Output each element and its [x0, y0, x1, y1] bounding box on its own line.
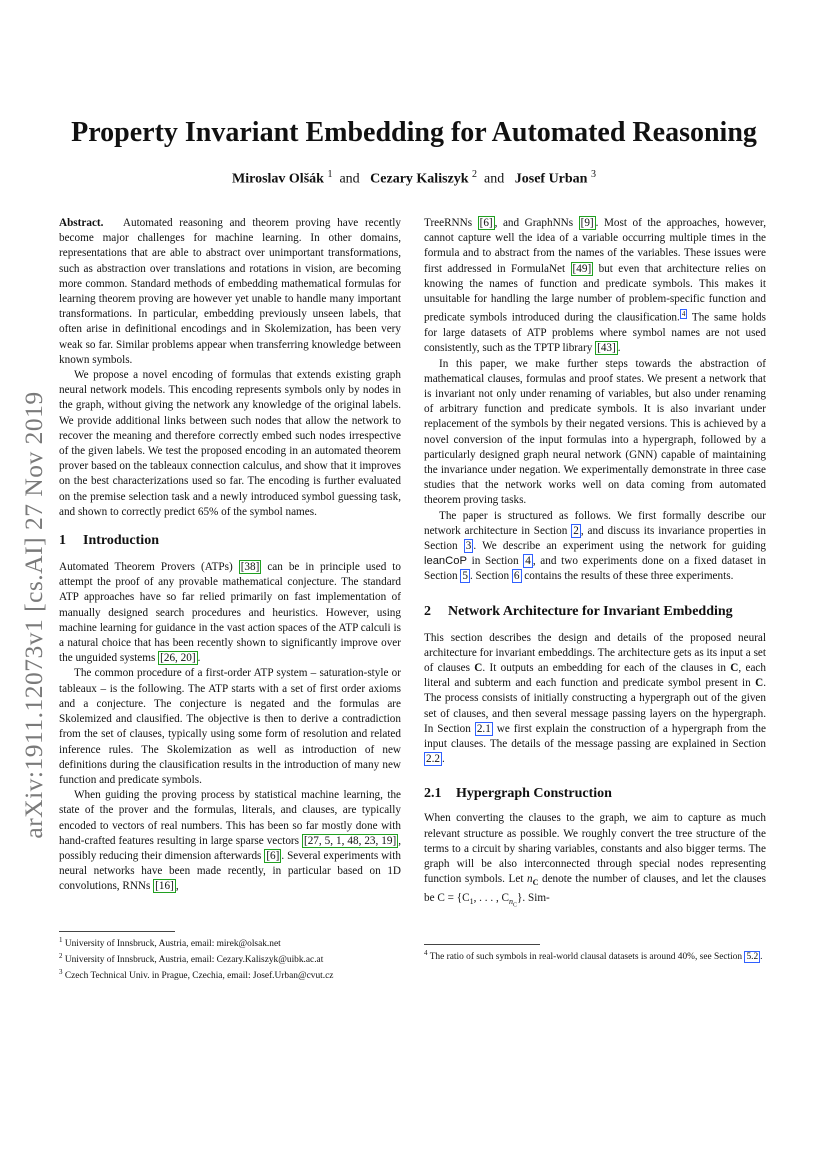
- footnote-text: .: [760, 952, 763, 963]
- intro-paragraph-5: [424, 509, 766, 585]
- text: .: [441, 753, 445, 766]
- text: . The process consists of initially constructing a hypergraph out of the given set of clauses, and then several message passing layers on the hypergraph. In Section: [424, 677, 766, 735]
- text: .: [617, 342, 621, 355]
- text: When guiding the proving process by statistical machine learning, the state of the prover and the formulas, literals, and clauses, are typically encoded to vectors of real numbers. This has been so far mostly done with hand-crafted features resulting in large sparse vectors: [59, 789, 401, 847]
- section-number: 1: [59, 533, 66, 549]
- system-name: leanCoP: [424, 555, 467, 568]
- footnote-mark: 3: [59, 968, 63, 977]
- abstract-label: Abstract.: [59, 217, 104, 229]
- footnote-rule: [424, 944, 540, 945]
- text: we first explain the construction of a hypergraph from the input clauses. The details of the message passing are explained in Section: [424, 722, 766, 751]
- footnote-rule: [59, 931, 175, 932]
- section-title: Introduction: [83, 533, 159, 549]
- text: This section describes the design and details of the proposed neural architecture for invariant embeddings. The architecture gets as its input a set of clauses: [424, 631, 766, 675]
- text: The paper is structured as follows. We first formally describe our network architecture in Section: [424, 509, 766, 537]
- section-title: Network Architecture for Invariant Embedding: [448, 603, 733, 619]
- text: TreeRNNs: [424, 217, 478, 229]
- subsection-number: 2.1: [424, 786, 442, 802]
- text: The same holds for large datasets of ATP problems where symbol names are not used consistently, such as the TPTP library: [424, 311, 766, 355]
- subsection-title: Hypergraph Construction: [456, 786, 612, 802]
- abstract-text: Automated reasoning and theorem proving have recently become major challenges for machine learning. In other domains, representations that are able to abstract over unimportant transformations, such as abstraction over translations and rotations in vision, are becoming more common. Standard methods of embedding mathematical formulas for learning theorem proving are however yet unable to handle many important transformations. In particular, embedding previously unseen labels, that often arise in definitional encodings and in Skolemization, has been very weak so far. Similar problems appear when transferring knowledge between known symbols.: [59, 217, 401, 366]
- arxiv-stamp-text: arXiv:1911.12073v1 [cs.AI] 27 Nov 2019: [19, 391, 48, 839]
- intro-paragraph-continued: [424, 216, 766, 357]
- citation-link[interactable]: [26, 20]: [160, 652, 196, 665]
- text: , and GraphNNs: [494, 217, 579, 229]
- subsection-heading-2-1: [424, 785, 766, 803]
- math-sub: n: [509, 896, 513, 906]
- math-symbol: C: [755, 677, 764, 690]
- author-1: Miroslav Olšák: [232, 171, 324, 187]
- math-subsub: C: [513, 902, 518, 909]
- section-heading-1: [59, 532, 401, 550]
- math-sub: 1: [469, 896, 474, 906]
- right-column: [424, 216, 766, 914]
- abstract-paragraph: [59, 216, 401, 368]
- section-link[interactable]: 3: [465, 540, 472, 552]
- text: . It outputs an embedding for each of the clauses in: [482, 662, 731, 675]
- math-symbol: C: [730, 662, 739, 675]
- text: . Several experiments with neural networks have been made recently, in particular based on 1D convolutions, RNNs: [59, 849, 401, 893]
- section-number: 2: [424, 603, 431, 619]
- sec2-paragraph-1: [424, 631, 766, 768]
- footnote-right: [424, 947, 766, 963]
- intro-paragraph-4: In this paper, we make further steps towards the abstraction of mathematical clauses, formulas and proof states. We present a network that is invariant not only under renaming of variables, but also under renaming of arbitrary function and predicate symbols. It is also invariant under replacement of the symbols by their negated versions. This is achieved by a novel conversion of the input formulas into a hypergraph, followed by a particularly designed graph neural network (GNN) capable of maintaining the invariance under negation. We experimentally demonstrate in three case studies that the network works well on data coming from automated theorem proving tasks.: [424, 357, 766, 507]
- author-1-affil: 1: [327, 169, 333, 180]
- section-link[interactable]: 5: [462, 570, 468, 583]
- footnote-mark: 1: [59, 936, 63, 944]
- sec21-paragraph-1: [424, 811, 766, 913]
- author-3-affil: 3: [590, 169, 596, 180]
- footnote-text: University of Innsbruck, Austria, email: Cezary.Kaliszyk@uibk.ac.at: [64, 955, 324, 966]
- author-3: Josef Urban: [514, 171, 588, 187]
- text: .: [197, 652, 201, 665]
- text: but even that architecture relies on knowing the names of function and predicate symbols. This makes it unsuitable for handling the large number of problem-specific function and predicate symbols introduced during the clausification.: [424, 262, 766, 324]
- math-expr: }: [517, 891, 523, 904]
- text: , and two experiments done on a fixed dataset in Section: [424, 555, 767, 583]
- text: . Sim-: [522, 891, 550, 904]
- text: denote the number of clauses, and let the clauses be: [424, 873, 766, 904]
- left-column: [59, 216, 401, 895]
- text: can be in principle used to attempt the proof of any provable mathematical conjecture. The standard ATP approaches have so far relied primarily on fast implementation of manually designed search procedures and heuristics. However, using machine learning for guidance in the vast action spaces of the ATP calculi is a natural choice that has been recently shown to significantly improve over the unguided systems: [59, 561, 401, 665]
- footnote-link[interactable]: 4: [681, 310, 686, 319]
- text: ,: [175, 880, 179, 893]
- math-expr: , . . . , C: [473, 891, 509, 904]
- section-link[interactable]: 2.2: [426, 753, 440, 766]
- author-and: and: [484, 171, 505, 187]
- text: When converting the clauses to the graph, we aim to capture as much relevant structure as possible. We roughly convert the tree structure of the terms to a circuit by sharing variables, constants and also bigger terms. The graph will be also interconnected through special nodes representing function symbols. Let: [424, 812, 766, 886]
- footnote-mark: 2: [59, 952, 63, 961]
- abstract-paragraph-2: We propose a novel encoding of formulas that extends existing graph neural network models. This encoding represents symbols only by nodes in the graph, without giving the network any knowledge of the original labels. We provide additional links between such nodes that allow the network to recover the meaning and therefore correctly embed such nodes irrespective of the given labels. We test the proposed encoding in an automated theorem prover based on the tableaux connection calculus, and show that it improves on the best characterizations used so far. The encoding is further evaluated on the premise selection task and a newly introduced symbol guessing task, and shown to correctly predict 65% of the symbol names.: [59, 369, 401, 518]
- citation-link[interactable]: [38]: [240, 561, 260, 574]
- author-line: [40, 166, 788, 189]
- author-and: and: [339, 171, 360, 187]
- intro-paragraph-3: [59, 788, 401, 894]
- math-symbol: C: [474, 662, 483, 675]
- text: . Section: [469, 570, 512, 583]
- section-link[interactable]: 4: [525, 555, 531, 568]
- footnote-4: [424, 947, 766, 963]
- math-expr: C = {C: [437, 891, 470, 904]
- text: , and discuss its invariance properties in Section: [424, 524, 766, 552]
- text: , each literal and subterm and each function and predicate symbol present in: [424, 662, 766, 690]
- text: contains the results of these three experiments.: [521, 570, 734, 583]
- citation-link[interactable]: [16]: [155, 880, 174, 893]
- section-link[interactable]: 2.1: [476, 722, 491, 735]
- text: in Section: [466, 555, 524, 568]
- footnote-text: University of Innsbruck, Austria, email: mirek@olsak.net: [64, 939, 281, 950]
- text: . Most of the approaches, however, cannot capture well the idea of a variable occurring multiple times in the formula and to abstract from the names of the variables. These issues were first addressed in FormulaNet: [424, 217, 766, 275]
- footnote-2: [59, 950, 401, 966]
- arxiv-stamp: [14, 365, 54, 865]
- section-link[interactable]: 2: [573, 524, 579, 537]
- citation-link[interactable]: [43]: [597, 342, 616, 355]
- footnote-mark: 4: [424, 949, 428, 957]
- paper-title: Property Invariant Embedding for Automated Reasoning: [71, 117, 757, 148]
- footnote-text: Czech Technical Univ. in Prague, Czechia, email: Josef.Urban@cvut.cz: [64, 971, 334, 982]
- author-2-affil: 2: [472, 169, 478, 180]
- footnote-3: [59, 966, 401, 982]
- citation-link[interactable]: [49]: [572, 262, 592, 275]
- author-2: Cezary Kaliszyk: [370, 171, 469, 187]
- section-heading-2: [424, 603, 766, 621]
- section-link[interactable]: 5.2: [746, 952, 759, 963]
- text: Automated Theorem Provers (ATPs): [59, 561, 239, 574]
- section-link[interactable]: 6: [513, 570, 520, 583]
- math-var: n: [527, 873, 533, 886]
- text: . We describe an experiment using the network for guiding: [473, 540, 766, 552]
- footnote-text: The ratio of such symbols in real-world clausal datasets is around 40%, see Section: [429, 952, 745, 963]
- intro-paragraph-2: The common procedure of a first-order ATP system – saturation-style or tableaux – is the following. The ATP starts with a set of first order axioms and a conjecture. The conjecture is negated and the formulas are Skolemized and clausified. The objective is then to derive a contradiction from the set of clauses, typically using some form of resolution and related inference rules. The Skolemization as well as introduction of new definitions during the clausification results in the introduction of many new function and predicate symbols.: [59, 667, 401, 786]
- citation-link[interactable]: [6]: [479, 217, 493, 229]
- text: , possibly reducing their dimension afterwards: [59, 834, 401, 862]
- citation-link[interactable]: [27, 5, 1, 48, 23, 19]: [303, 834, 397, 847]
- footnotes-left: [59, 934, 401, 982]
- intro-paragraph-1: [59, 560, 401, 666]
- citation-link[interactable]: [6]: [266, 849, 280, 862]
- math-sub: C: [532, 878, 539, 888]
- footnote-1: [59, 934, 401, 950]
- citation-link[interactable]: [9]: [580, 217, 594, 229]
